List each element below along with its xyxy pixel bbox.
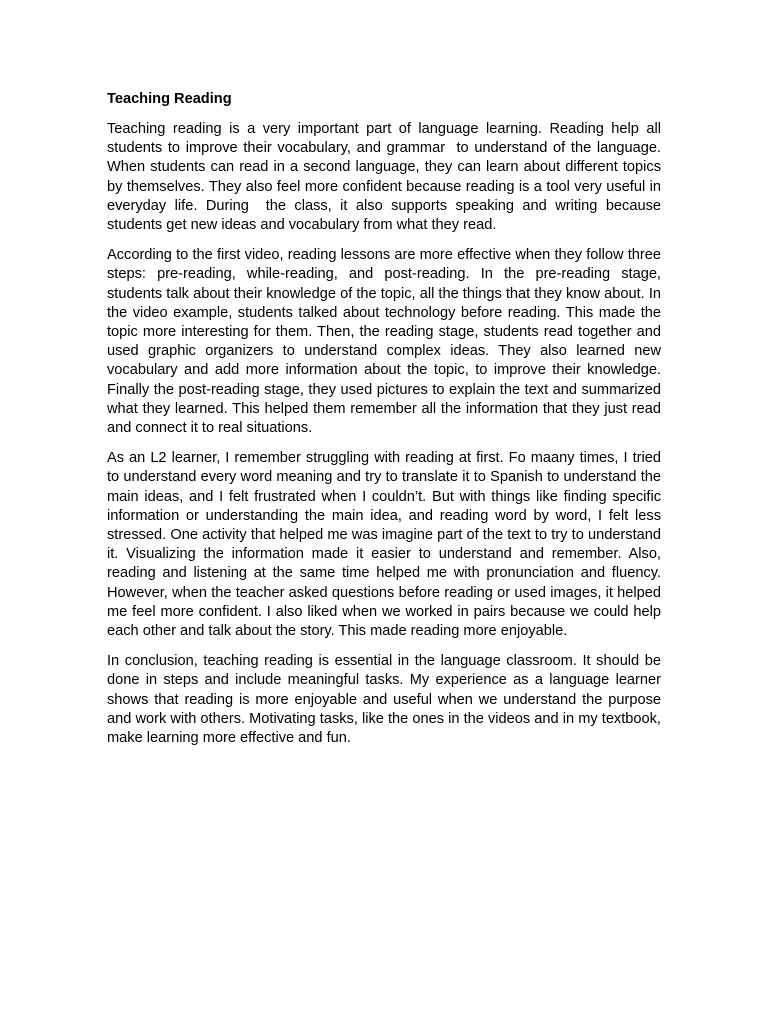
paragraph-first-video: According to the first video, reading lessons are more effective when they follow three steps: pre-reading, while-reading, and post-reading. In the pre-reading stage, students talk about their knowledge of the topic, all the things that they know about. In the video example, students talked about technology before reading. This made the topic more interesting for them. Then, the reading stage, students read together and used graphic organizers to understand complex ideas. They also learned new vocabulary and add more information about the topic, to improve their knowledge. Finally the post-reading stage, they used pictures to explain the text and summarized what they learned. This helped them remember all the information that they just read and connect it to real situations. — [107, 247, 666, 437]
document-title: Teaching Reading — [107, 91, 232, 107]
paragraph-conclusion: In conclusion, teaching reading is essential in the language classroom. It should be done in steps and include meaningful tasks. My experience as a language learner shows that reading is more enjoyable and useful when we understand the purpose and work with others. Motivating tasks, like the ones in the videos and in my textbook, make learning more effective and fun. — [107, 653, 666, 747]
paragraph-l2-learner: As an L2 learner, I remember struggling with reading at first. Fo maany times, I tried to understand every word meaning and try to translate it to Spanish to understand the main ideas, and I felt frustrated when I couldn’t. But with things like finding specific information or understanding the main idea, and reading word by word, I felt less stressed. One activity that helped me was imagine part of the text to try to understand it. Visualizing the information made it easier to understand and remember. Also, reading and listening at the same time helped me with pronunciation and fluency. However, when the teacher asked questions before reading or used images, it helped me feel more confident. I also liked when we worked in pairs because we could help each other and talk about the story. This made reading more enjoyable. — [107, 450, 666, 640]
paragraph-introduction: Teaching reading is a very important part of language learning. Reading help all students to improve their vocabulary, and grammar to understand of the language. When students can read in a second language, they can learn about different topics by themselves. They also feel more confident because reading is a tool very useful in everyday life. During the class, it also supports speaking and writing because students get new ideas and vocabulary from what they read. — [107, 121, 666, 234]
document-body — [107, 89, 666, 759]
